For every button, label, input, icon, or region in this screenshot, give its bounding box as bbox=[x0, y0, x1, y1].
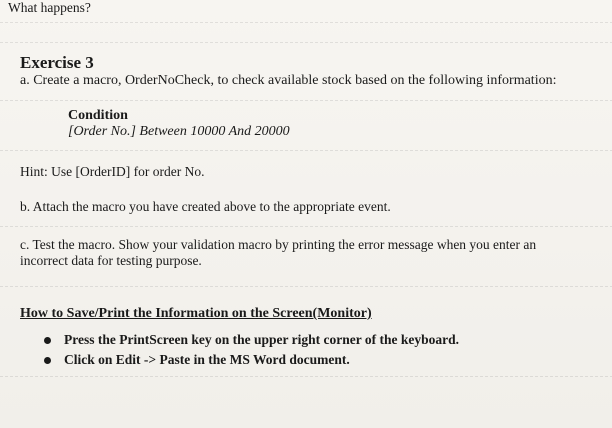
exercise-part-c-line2: incorrect data for testing purpose. bbox=[20, 253, 202, 268]
question-fragment: What happens? bbox=[8, 0, 91, 15]
condition-expression: [Order No.] Between 10000 And 20000 bbox=[68, 124, 290, 139]
bullet-icon bbox=[44, 337, 51, 344]
bullet-icon bbox=[44, 357, 51, 364]
condition-label: Condition bbox=[68, 108, 128, 123]
bleed-through-line bbox=[0, 376, 612, 377]
hint-text: Hint: Use [OrderID] for order No. bbox=[20, 164, 205, 179]
list-item bbox=[40, 350, 459, 370]
bleed-through-line bbox=[0, 22, 612, 23]
exercise-part-c-line1: c. Test the macro. Show your validation macro by printing the error message when you enter an bbox=[20, 237, 537, 252]
bleed-through-line bbox=[0, 286, 612, 287]
exercise-title: Exercise 3 bbox=[20, 53, 94, 72]
exercise-part-a: a. Create a macro, OrderNoCheck, to check available stock based on the following information: bbox=[20, 73, 557, 88]
how-to-title: How to Save/Print the Information on the Screen(Monitor) bbox=[20, 306, 372, 321]
list-item bbox=[40, 330, 459, 350]
how-to-step-text: Click on Edit -> Paste in the MS Word document. bbox=[64, 352, 350, 367]
how-to-steps-list bbox=[40, 330, 459, 370]
bleed-through-line bbox=[0, 100, 612, 101]
exercise-part-b: b. Attach the macro you have created above to the appropriate event. bbox=[20, 199, 391, 214]
bleed-through-line bbox=[0, 226, 612, 227]
how-to-step-text: Press the PrintScreen key on the upper right corner of the keyboard. bbox=[64, 332, 459, 347]
bleed-through-line bbox=[0, 42, 612, 43]
bleed-through-line bbox=[0, 150, 612, 151]
